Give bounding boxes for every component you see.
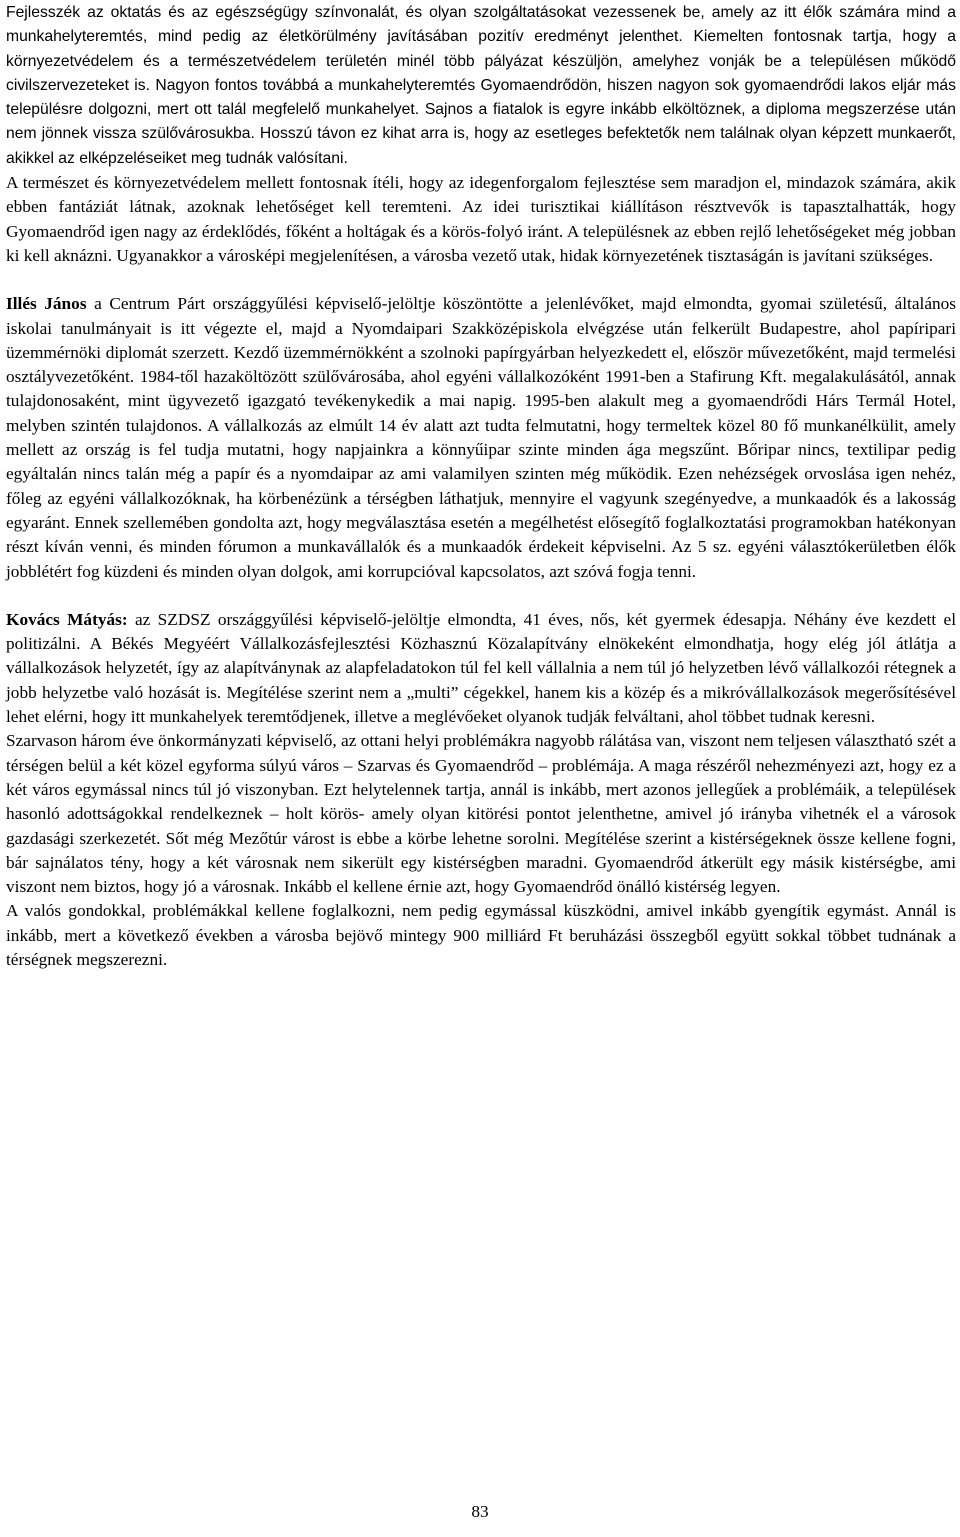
speaker-name: Kovács Mátyás: <box>6 609 128 629</box>
paragraph-4 <box>6 608 956 729</box>
paragraph-1: Fejlesszék az oktatás és az egészségügy színvonalát, és olyan szolgáltatásokat vezessenek be, amely az itt élők számára mind a munkahelyteremtés, mind pedig az életkörülmény javításában pozitív eredményt jelenthet. Kiemelten fontosnak tartja, hogy a környezetvédelem és a természetvédelem területén minél több pályázat készüljön, amelyhez vonják be a településen működő civilszervezeteket is. Nagyon fontos továbbá a munkahelyteremtés Gyomaendrődön, hiszen nagyon sok gyomaendrődi lakos eljár más településre dolgozni, mert ott talál megfelelő munkahelyet. Sajnos a fiatalok is egyre inkább elköltöznek, a diploma megszerzése után nem jönnek vissza szülővárosukba. Hosszú távon ez kihat arra is, hogy az esetleges befektetők nem találnak olyan képzett munkaerőt, akikkel az elképzeléseiket meg tudnák valósítani. <box>6 4 956 167</box>
paragraph-6: A valós gondokkal, problémákkal kellene foglalkozni, nem pedig egymással küszködni, amivel inkább gyengítik egymást. Annál is inkább, mert a következő években a városba bejövő mintegy 900 milliárd Ft beruházási összegből együtt sokkal többet tudnának a térségnek megszerezni. <box>6 901 956 969</box>
paragraph-gap <box>6 584 956 608</box>
paragraph-4-body: az SZDSZ országgyűlési képviselő-jelöltje elmondta, 41 éves, nős, két gyermek édesapja. Néhány éve kezdett el politizálni. A Békés Megyéért Vállalkozásfejlesztési Közhasznú Közalapítvány elnökeként elmondhatja, hogy elég jól átlátja a vállalkozások helyzetét, így az alapítványnak az alapfeladatokon túl fel kell vállalnia a nem túl jó helyzetben lévő vállalkozói rétegnek a jobb helyzetbe való hozását is. Megítélése szerint nem a „multi” cégekkel, hanem kis a közép és a mikróvállalkozások megerősítésével lehet elérni, hogy itt munkahelyek teremtődjenek, illetve a meglévőeket olyanok tudják felváltani, ahol többet tudnak keresni. <box>6 609 956 727</box>
paragraph-5: Szarvason három éve önkormányzati képviselő, az ottani helyi problémákra nagyobb rálátása van, viszont nem teljesen választható szét a térségen belül a két közel egyforma súlyú város – Szarvas és Gyomaendrőd – problémája. A maga részéről nehezményezi azt, hogy ez a két város egymással nincs túl jó viszonyban. Ezt helytelennek tartja, annál is inkább, mert azonos jellegűek a problémáik, a települések hasonló adottságokkal rendelkeznek – holt körös- amely olyan kitörési pontot jelenthetne, amivel jó irányba vihetnék el a városok gazdasági szerkezetét. Sőt még Mezőtúr várost is ebbe a körbe lehetne sorolni. Megítélése szerint a kistérségeknek össze kellene fogni, bár sajnálatos tény, hogy a két városnak nem sikerült egy kistérségben maradni. Gyomaendrőd átkerült egy másik kistérségbe, ami viszont nem biztos, hogy jó a városnak. Inkább el kellene érnie azt, hogy Gyomaendrőd önálló kistérség legyen. <box>6 731 956 897</box>
page-number: 83 <box>471 1502 489 1521</box>
document-page <box>6 0 956 972</box>
paragraph-2: A természet és környezetvédelem mellett fontosnak ítéli, hogy az idegenforgalom fejlesztése sem maradjon el, mindazok számára, akik ebben fantáziát látnak, azoknak lehetőséget kell teremteni. Az idei turisztikai kiállításon résztvevők is tapasztalhatták, hogy Gyomaendrőd igen nagy az érdeklődés, főként a holtágak és a körös-folyó iránt. A településnek az ebben rejlő lehetőségeket még jobban ki kell aknázni. Ugyanakkor a városképi megjelenítésen, a városba vezető utak, hidak környezetének tisztaságán is javítani szükséges. <box>6 173 956 265</box>
paragraph-3-body: a Centrum Párt országgyűlési képviselő-jelöltje köszöntötte a jelenlévőket, majd elmondta, gyomai születésű, általános iskolai tanulmányait is itt végezte el, majd a Nyomdaipari Szakközépiskola elvégzése után felkerült Budapestre, ahol papíripari üzemmérnöki diplomát szerzett. Kezdő üzemmérnökként a szolnoki papírgyárban helyezkedett el, először művezetőként, majd termelési osztályvezetőként. 1984-től hazaköltözött szülővárosába, ahol egyéni vállalkozóként 1991-ben a Stafirung Kft. megalakulásától, annak tulajdonosaként, mint ügyvezető igazgató tevékenykedik a mai napig. 1995-ben alakult meg a gyomaendrődi Hárs Termál Hotel, melyben szintén tulajdonos. A vállalkozás az elmúlt 14 év alatt azt tudta felmutatni, hogy termeltek közel 80 fő munkanélkülit, amely mellett az ország is fel tudja mutatni, hogy napjainkra a könnyűipar szinte minden ága megszűnt. Bőripar nincs, textilipar pedig egyáltalán nincs talán még a papír és a nyomdaipar az ami valamilyen szinten még működik. Ezen nehézségek orvoslása igen nehéz, főleg az egyéni vállalkozóknak, ha körbenézünk a térségben láthatjuk, mennyire el vagyunk szegényedve, a munkaadók és a lakosság egyaránt. Ennek szellemében gondolta azt, hogy megválasztása esetén a megélhetést elősegítő foglalkoztatási programokban hatékonyan részt kíván venni, és minden fórumon a munkavállalók és a munkaadók érdekeit képviselni. Az 5 sz. egyéni választókerületben élők jobblétért fog küzdeni és minden olyan dolgok, ami korrupcióval kapcsolatos, azt szóvá fogja tenni. <box>6 294 956 581</box>
paragraph-3 <box>6 292 956 584</box>
speaker-name: Illés János <box>6 294 87 314</box>
paragraph-gap <box>6 268 956 292</box>
